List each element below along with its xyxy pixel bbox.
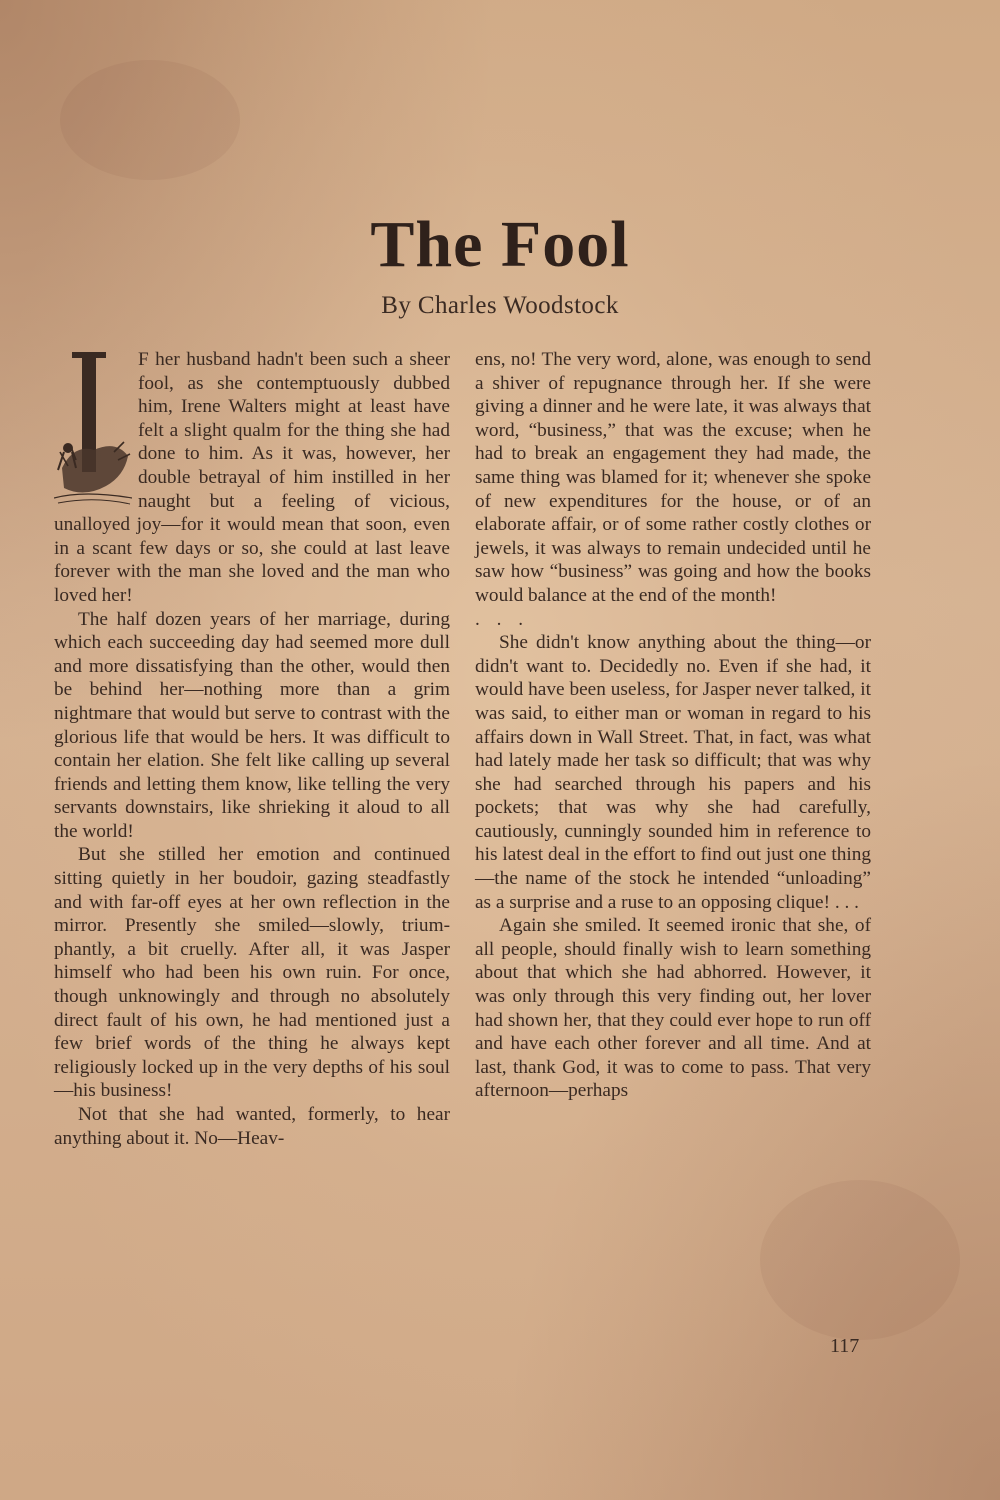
left-column <box>54 348 450 1150</box>
paragraph: But she stilled her emotion and continued sitting quietly in her boudoir, gazing steadfastly and with far-off eyes at her own reflection in the mirror. Presently she smiled—slowly, triumphantly, a bit cruelly. After all, it was Jasper himself who had been his own ruin. For once, though unknowingly and through no absolutely direct fault of his own, he had mentioned just a few brief words of the thing he always kept religiously locked up in the very depths of his soul—his business! <box>54 844 450 1102</box>
right-column <box>475 348 871 1103</box>
paragraph: She didn't know anything about the thing—or didn't want to. Decidedly no. Even if she had, it would have been useless, for Jasper never talked, it was said, to either man or woman in regard to his affairs down in Wall Street. That, in fact, was what had lately made her task so difficult; that was why she had searched through his papers and his pockets; that was why she had carefully, cautiously, cunningly sounded him in reference to his latest deal in the effort to find out just one thing—the name of the stock he intended “unloading” as a surprise and a ruse to an opposing clique! . . . <box>475 632 871 913</box>
paragraph: The half dozen years of her marriage, during which each succeeding day had seemed more dull and more dissatisfying than the other, would then be behind her—nothing more than a grim nightmare that would but serve to contrast with the glorious life that would be hers. It was difficult to contain her elation. She felt like calling up several friends and letting them know, like telling the very servants downstairs, like shrieking it aloud to all the world! <box>54 608 450 842</box>
paragraph: ens, no! The very word, alone, was enough to send a shiver of repugnance through her. If she were giving a dinner and he were late, it was always that word, “business,” that was the excuse; when he had to break an engagement they had made, the same thing was blamed for it; whenever she spoke of new expenditures for the house, or of an elaborate affair, or of some rather costly clothes or jewels, it was always to remain undecided until he saw how “business” was going and how the books would balance at the end of the month! <box>475 349 871 606</box>
section-break: . . . <box>475 608 530 630</box>
paper-stain <box>60 60 240 180</box>
article-byline: By Charles Woodstock <box>381 292 619 319</box>
paragraph: Not that she had wanted, formerly, to hear anything about it. No—Heav- <box>54 1104 450 1149</box>
paragraph: Again she smiled. It seemed ironic that she, of all people, should finally wish to learn something about that which she had abhorred. However, it was only through this very finding out, her lover had shown her, that they could ever hope to run off and have each other forever and all time. And at last, thank God, it was to come to pass. That very afternoon—perhaps <box>475 915 871 1102</box>
article-title: The Fool <box>370 208 630 281</box>
paper-stain <box>760 1180 960 1340</box>
decorative-dropcap-illustration <box>54 348 132 508</box>
paragraph: F her husband hadn't been such a sheer fool, as she contemptuously dubbed him, Irene Walters might at least have felt a slight qualm for the thing she had done to him. As it was, however, her double betrayal of him instilled in her naught but a feeling of vicious, unalloyed joy—for it would mean that soon, even in a scant few days or so, she could at last leave forever with the man she loved and the man who loved her! <box>54 349 450 606</box>
page-number: 117 <box>830 1335 860 1357</box>
